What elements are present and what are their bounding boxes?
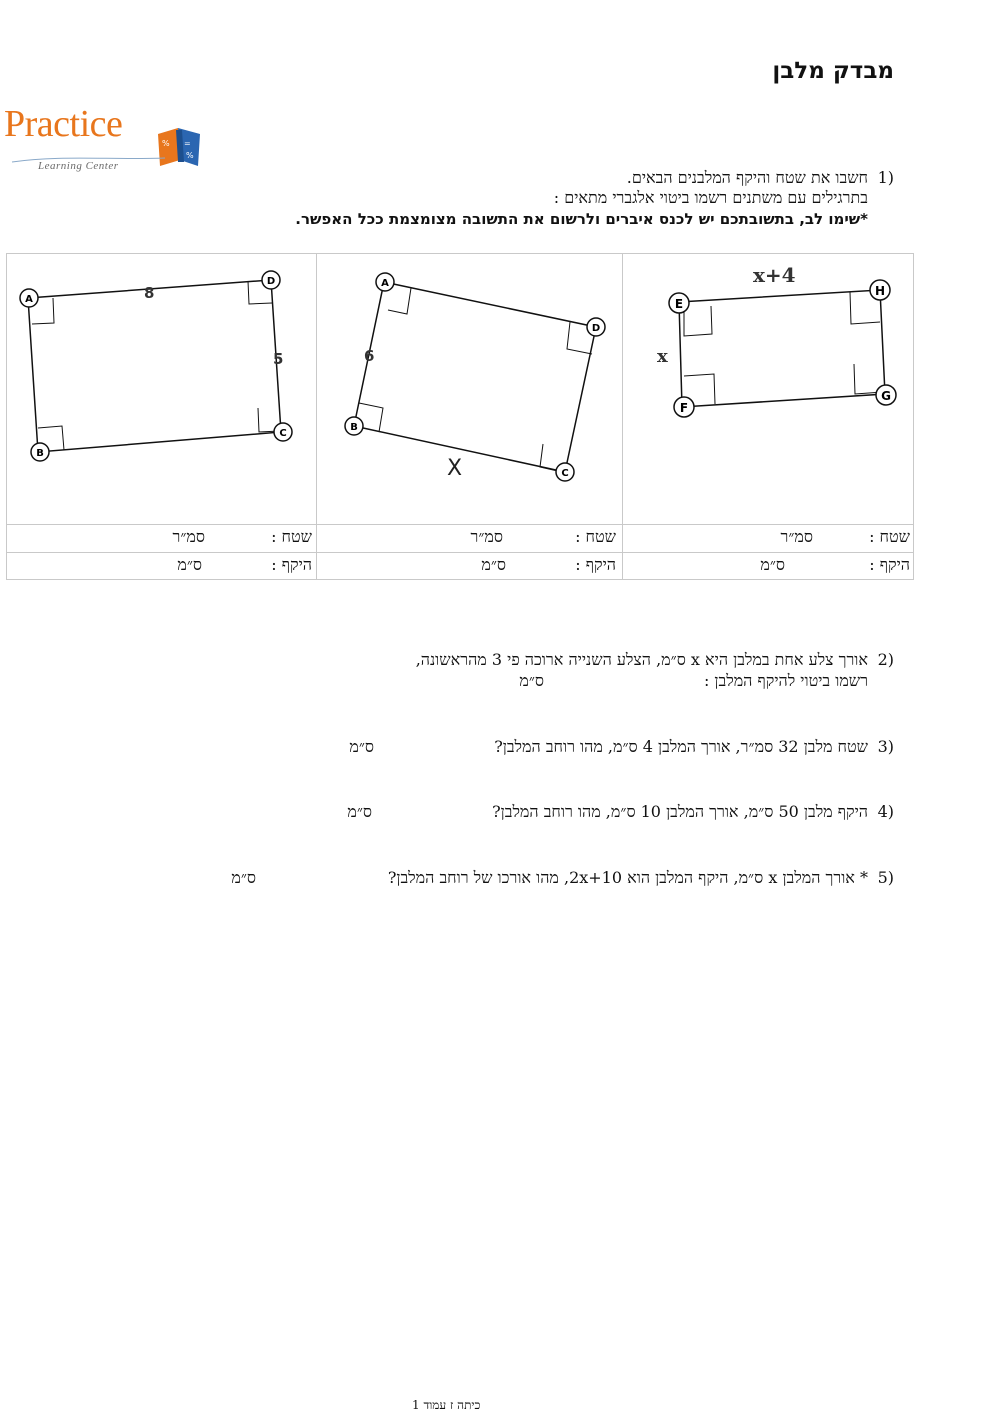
q1-number: 1) bbox=[877, 168, 894, 187]
perimeter-label: היקף : bbox=[575, 555, 616, 574]
q4-text: היקף מלבן 50 ס״מ, אורך המלבן 10 ס״מ, מהו רוחב המלבן? bbox=[492, 802, 868, 821]
vertex-b: B bbox=[350, 422, 358, 433]
vertex-a: A bbox=[381, 278, 389, 289]
q4-number: 4) bbox=[877, 802, 894, 821]
area-unit: סמ״ר bbox=[780, 527, 813, 546]
svg-text:%: % bbox=[186, 151, 194, 160]
q5-unit: ס״מ bbox=[231, 868, 256, 887]
q3-text: שטח מלבן 32 סמ״ר, אורך המלבן 4 ס״מ, מהו רוחב המלבן? bbox=[494, 737, 868, 756]
q1-line2: בתרגילים עם משתנים רשמו ביטוי אלגברי מתאים : bbox=[553, 188, 868, 207]
svg-text:%: % bbox=[162, 139, 170, 148]
svg-text:=: = bbox=[184, 139, 191, 148]
perimeter-unit: ס״מ bbox=[481, 555, 506, 574]
label-top-8: 8 bbox=[144, 284, 155, 302]
vertex-d: D bbox=[266, 276, 276, 287]
vertex-f: F bbox=[679, 401, 689, 415]
vertex-h: H bbox=[874, 284, 886, 298]
q5-number: 5) bbox=[877, 868, 894, 887]
q3-unit: ס״מ bbox=[349, 737, 374, 756]
vertex-c: C bbox=[279, 428, 287, 439]
perimeter-label: היקף : bbox=[869, 555, 910, 574]
vertex-e: E bbox=[674, 297, 684, 311]
vertex-d: D bbox=[591, 323, 601, 334]
logo-word: Practice bbox=[4, 103, 123, 145]
q2-number: 2) bbox=[877, 650, 894, 669]
vertex-b: B bbox=[36, 448, 44, 459]
q2-line2: רשמו ביטוי להיקף המלבן : bbox=[703, 671, 868, 690]
q2-line1: אורך צלע אחת במלבן היא x ס״מ, הצלע השנייה ארוכה פי 3 מהראשונה, bbox=[415, 650, 868, 669]
perimeter-unit: ס״מ bbox=[177, 555, 202, 574]
q1-note: *שימו לב, בתשובתכם יש לכנס איברים ולרשום את התשובה מצומצמת ככל האפשר. bbox=[295, 210, 868, 228]
page-footer: כיתה ז עמוד 1 bbox=[412, 1398, 481, 1412]
logo-tagline: Learning Center bbox=[38, 160, 119, 172]
perimeter-label: היקף : bbox=[271, 555, 312, 574]
label-side-6: 6 bbox=[364, 347, 375, 365]
rectangle-abcd-middle bbox=[316, 256, 621, 522]
book-icon bbox=[158, 128, 200, 166]
q1-line1: חשבו את שטח והיקף המלבנים הבאים. bbox=[626, 168, 868, 187]
perimeter-unit: ס״מ bbox=[760, 555, 785, 574]
area-label: שטח : bbox=[869, 527, 910, 546]
rectangle-abcd-left bbox=[10, 256, 310, 522]
label-side-5: 5 bbox=[273, 350, 284, 368]
label-side-x: x bbox=[657, 346, 668, 367]
vertex-g: G bbox=[881, 389, 891, 403]
vertex-c: C bbox=[561, 468, 569, 479]
label-top-x-plus-4: x+4 bbox=[753, 263, 796, 287]
q2-unit: ס״מ bbox=[519, 671, 544, 690]
area-unit: סמ״ר bbox=[172, 527, 205, 546]
area-unit: סמ״ר bbox=[470, 527, 503, 546]
q4-unit: ס״מ bbox=[347, 802, 372, 821]
rectangle-efgh bbox=[622, 256, 912, 522]
q3-number: 3) bbox=[877, 737, 894, 756]
label-bottom-x: X bbox=[447, 456, 463, 481]
vertex-a: A bbox=[25, 294, 33, 305]
page-title: מבדק מלבן bbox=[772, 58, 894, 84]
area-label: שטח : bbox=[575, 527, 616, 546]
area-label: שטח : bbox=[271, 527, 312, 546]
q5-text: * אורך המלבן x ס״מ, היקף המלבן הוא 2x+10, מהו אורכו של רוחב המלבן? bbox=[387, 868, 868, 887]
